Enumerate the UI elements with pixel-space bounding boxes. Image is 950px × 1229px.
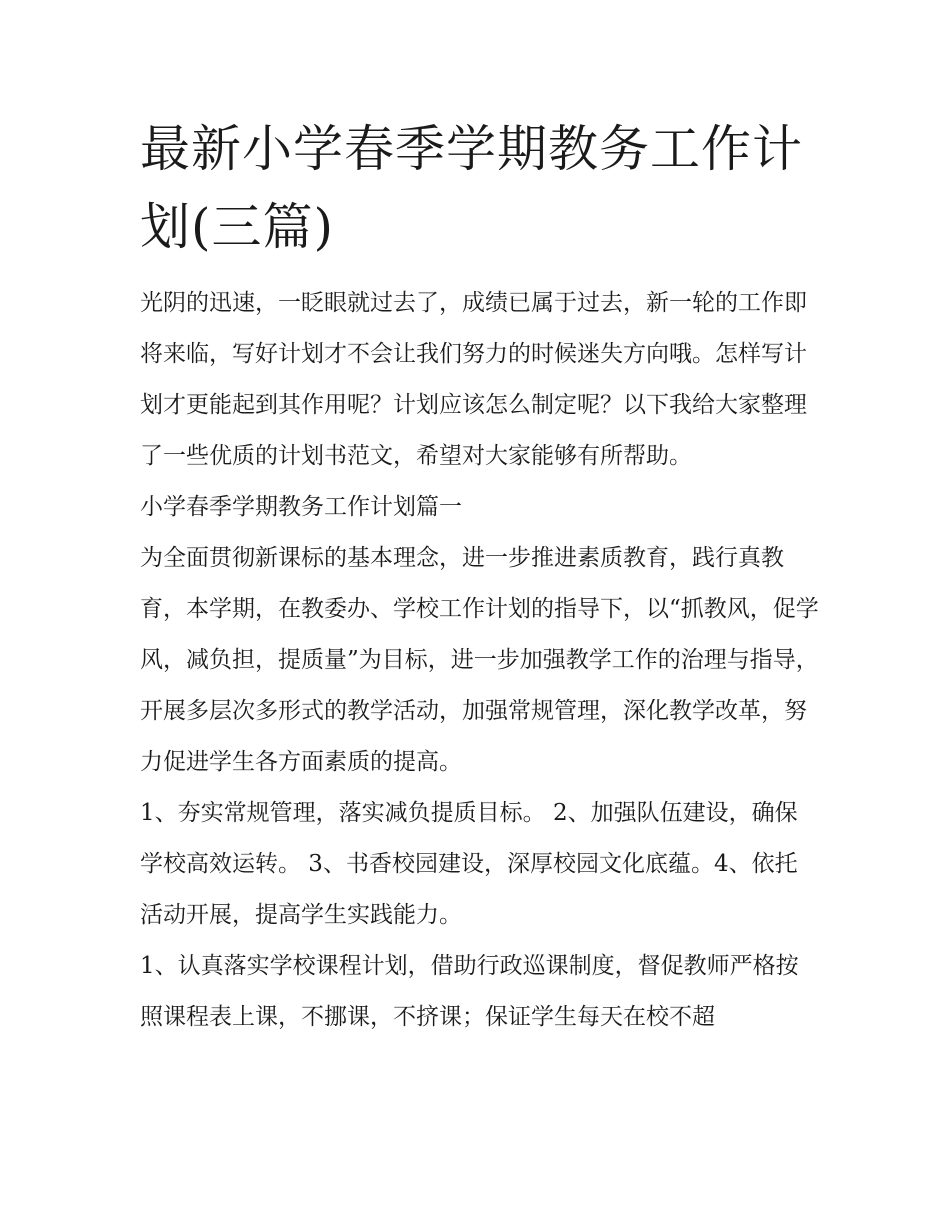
intro-paragraph: 光阴的迅速，一眨眼就过去了，成绩已属于过去，新一轮的工作即将来临，写好计划才不会让我们努力的时候迷失方向哦。怎样写计划才更能起到其作用呢？计划应该怎么制定呢？以下我给大家整理了一些优质的计划书范文，希望对大家能够有所帮助。 <box>140 290 807 469</box>
body-paragraph-2: 1、夯实常规管理，落实减负提质目标。 2、加强队伍建设，确保学校高效运转。 3、书香校园建设，深厚校园文化底蕴。4、依托活动开展，提高学生实践能力。 <box>140 800 798 928</box>
section-heading: 小学春季学期教务工作计划篇一 <box>140 494 462 520</box>
document-page <box>140 110 820 1043</box>
document-title: 最新小学春季学期教务工作计划(三篇) <box>140 120 803 256</box>
body-paragraph-1: 为全面贯彻新课标的基本理念，进一步推进素质教育，践行真教育，本学期，在教委办、学校工作计划的指导下，以“抓教风，促学风，减负担，提质量”为目标，进一步加强教学工作的治理与指导，开展多层次多形式的教学活动，加强常规管理，深化教学改革，努力促进学生各方面素质的提高。 <box>140 545 819 775</box>
body-paragraph-3: 1、认真落实学校课程计划，借助行政巡课制度，督促教师严格按照课程表上课，不挪课，不挤课；保证学生每天在校不超 <box>140 953 799 1030</box>
